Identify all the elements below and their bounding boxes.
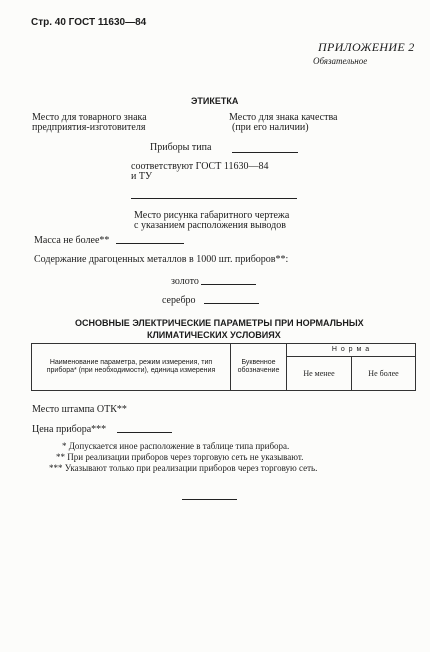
otk-stamp-label: Место штампа ОТК** [32,404,127,415]
col-designation-header: Буквенное обозначение [231,344,287,391]
silver-blank [204,303,259,304]
closing-rule [182,499,237,500]
section-heading-line2: КЛИМАТИЧЕСКИХ УСЛОВИЯХ [147,330,281,340]
parameters-table [31,343,416,391]
page-reference: Стр. 40 ГОСТ 11630—84 [31,17,147,28]
silver-label: серебро [162,295,196,306]
quality-mark-line2: (при его наличии) [232,122,309,133]
appendix-status: Обязательное [313,56,368,66]
device-type-blank [232,152,298,153]
footnote-1: * Допускается иное расположение в таблице типа прибора. [62,441,290,451]
gold-blank [201,284,256,285]
conformity-line1: соответствуют ГОСТ 11630—84 [131,161,269,172]
footnote-2: ** При реализации приборов через торговую сеть не указывают. [56,452,304,462]
footnote-3: *** Указывают только при реализации приборов через торговую сеть. [49,463,318,473]
quality-mark-line1: Место для знака качества [229,112,338,123]
col-max-header: Не более [352,357,416,391]
drawing-line2: с указанием расположения выводов [134,220,286,231]
mass-label: Масса не более** [34,235,110,246]
label-title: ЭТИКЕТКА [191,96,239,106]
mass-blank [116,243,184,244]
precious-metals-label: Содержание драгоценных металлов в 1000 шт. приборов**: [34,254,289,265]
price-blank [117,432,172,433]
gold-label: золото [171,276,199,287]
price-label: Цена прибора*** [32,424,107,435]
drawing-line1: Место рисунка габаритного чертежа [134,210,290,221]
section-heading-line1: ОСНОВНЫЕ ЭЛЕКТРИЧЕСКИЕ ПАРАМЕТРЫ ПРИ НОРМАЛЬНЫХ [75,318,364,328]
appendix-title: ПРИЛОЖЕНИЕ 2 [318,40,415,54]
maker-mark-line2: предприятия-изготовителя [32,122,146,133]
tu-blank [131,198,297,199]
col-norm-header: Н о р м а [287,344,416,357]
device-type-label: Приборы типа [150,142,212,153]
col-param-header: Наименование параметра, режим измерения, тип прибора* (при необходимости), единица измерения [32,344,231,391]
conformity-line2: и ТУ [131,171,153,182]
col-min-header: Не менее [287,357,352,391]
maker-mark-line1: Место для товарного знака [32,112,147,123]
